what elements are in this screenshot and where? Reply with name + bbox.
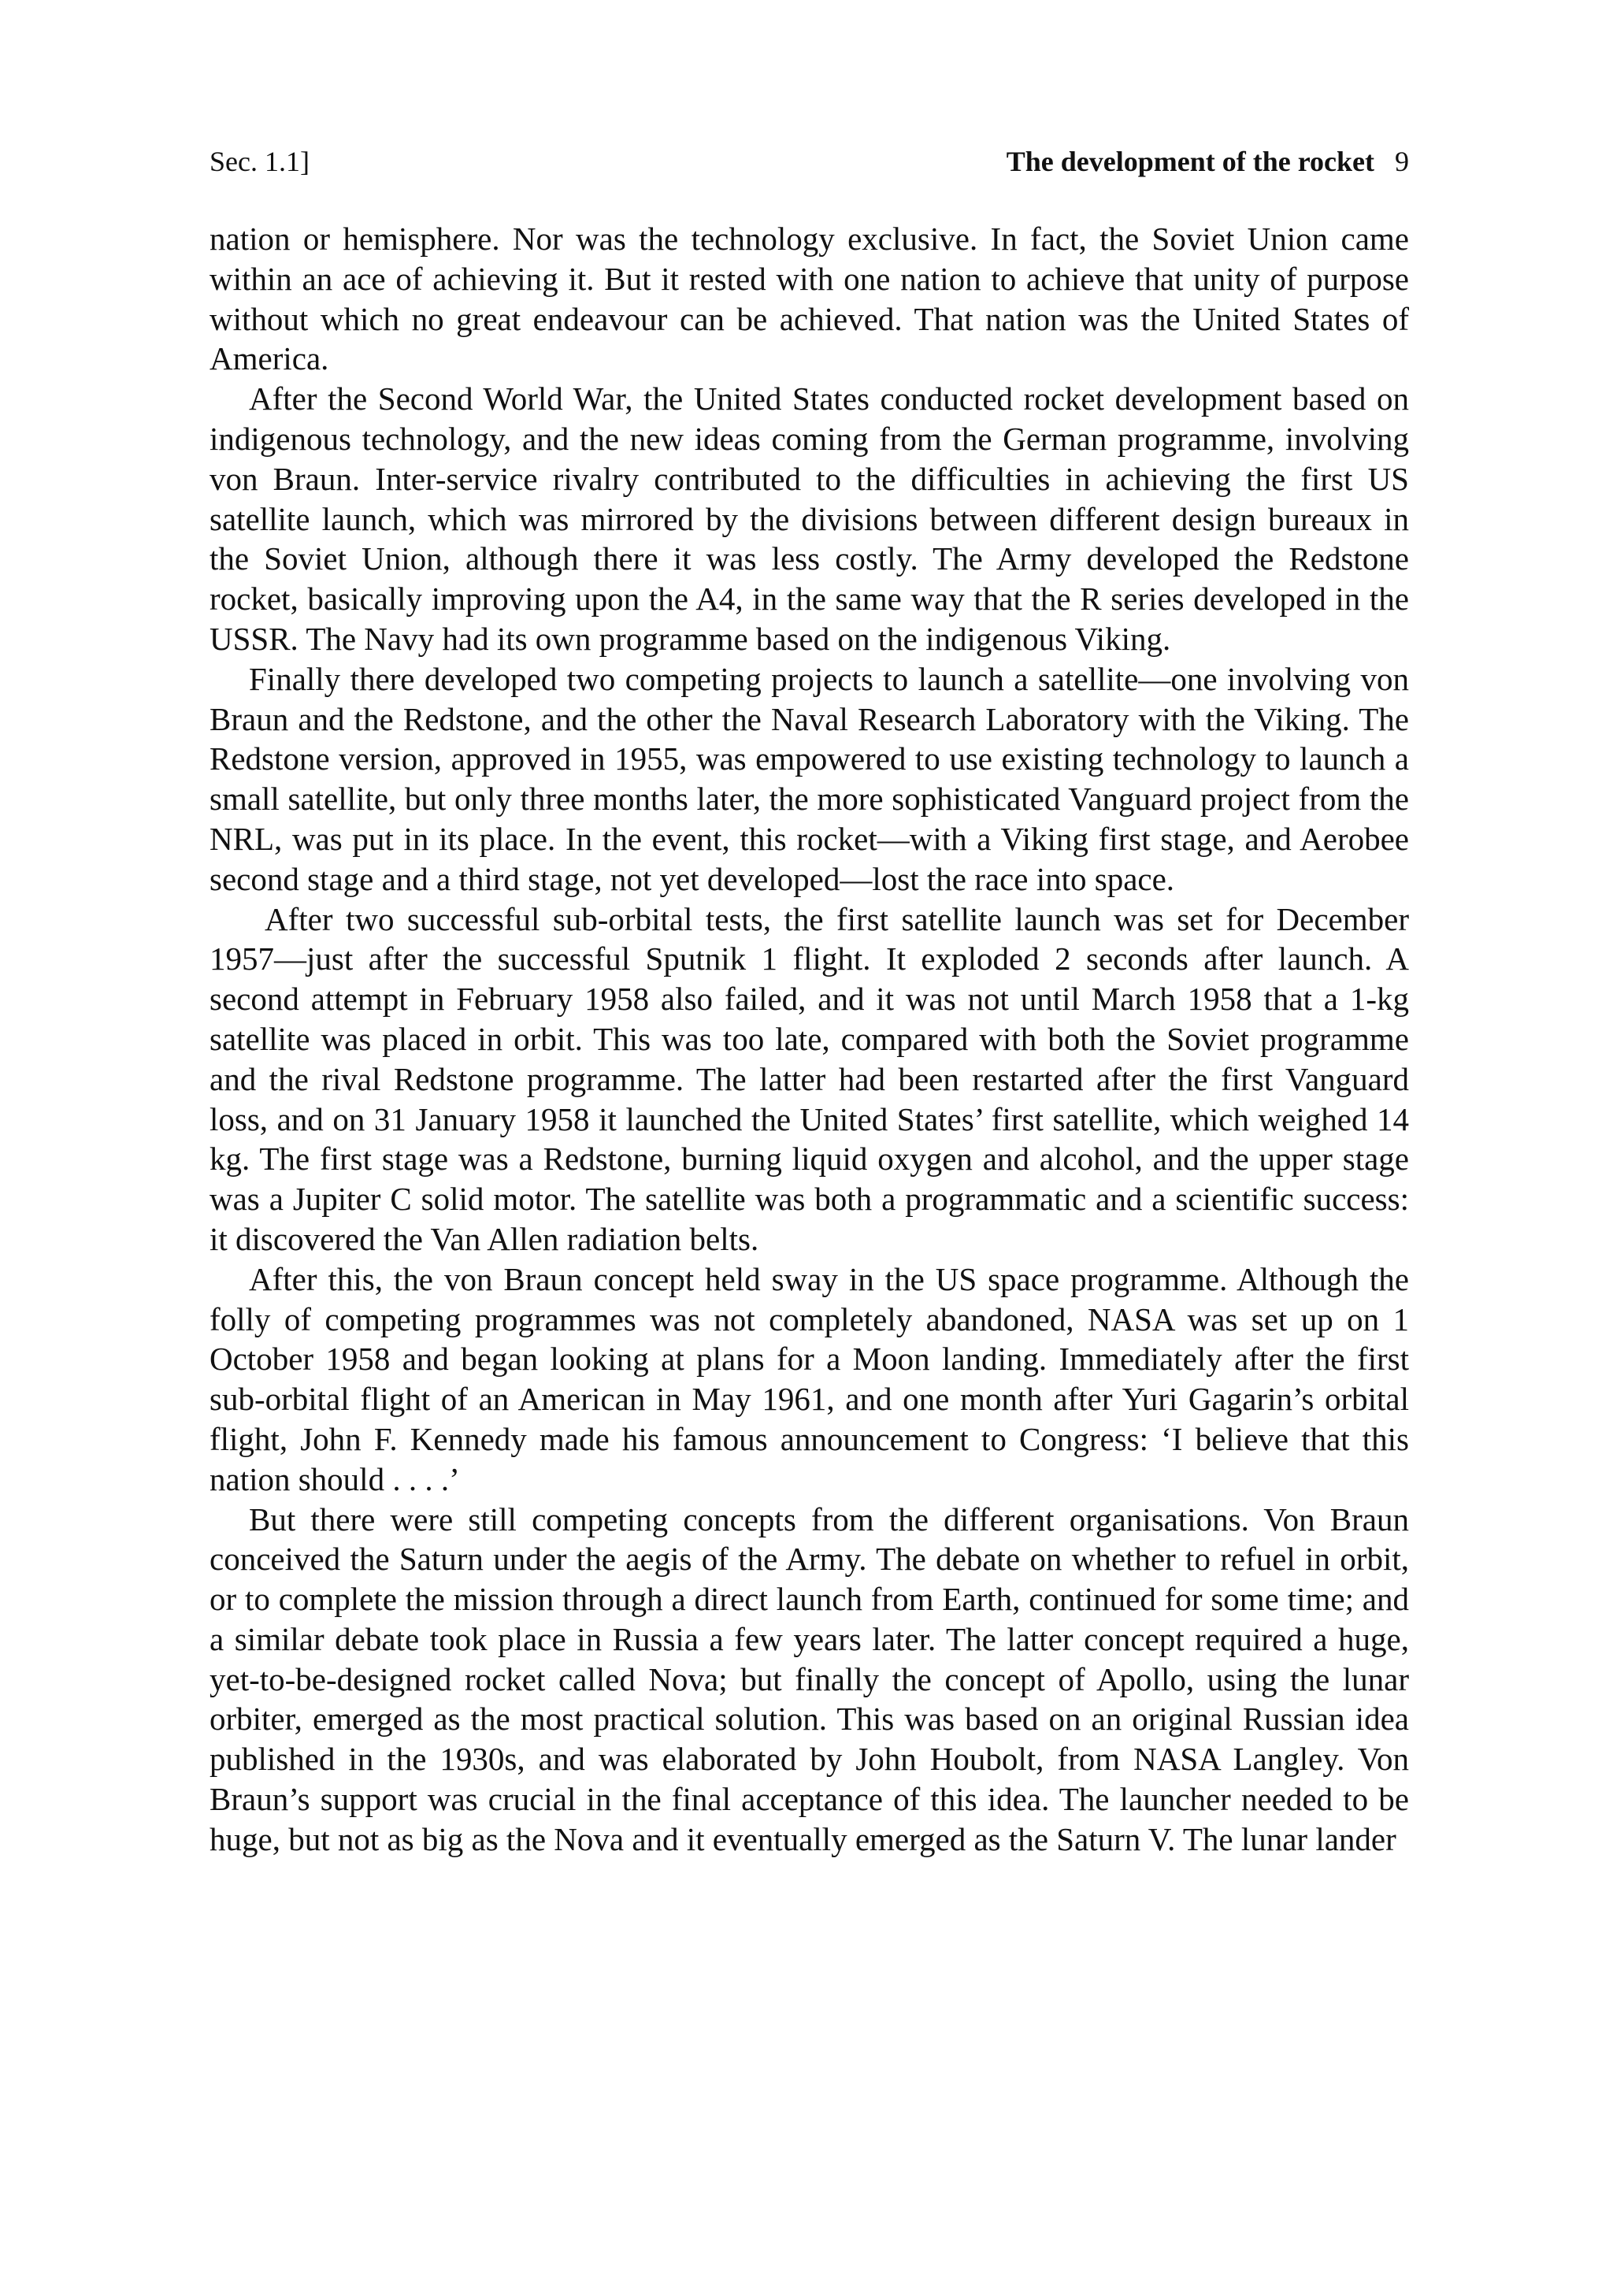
book-page (210, 0, 1409, 2296)
running-head-right (1007, 142, 1409, 181)
paragraph-1: nation or hemisphere. Nor was the technology exclusive. In fact, the Soviet Union came within an ace of achieving it. But it rested with one nation to achieve that unity of purpose without which no great endeavour can be achieved. That nation was the United States of America. (210, 221, 1409, 377)
paragraph-5: After this, the von Braun concept held sway in the US space programme. Although the folly of competing programmes was not completely abandoned, NASA was set up on 1 October 1958 and began looking at plans for a Moon landing. Immediately after the first sub-orbital flight of an American in May 1961, and one month after Yuri Gagarin’s orbital flight, John F. Kennedy made his famous announcement to Congress: ‘I believe that this nation should . . . .’ (210, 1260, 1409, 1497)
paragraph-6: But there were still competing concepts from the different organisations. Von Braun conceived the Saturn under the aegis of the Army. The debate on whether to refuel in orbit, or to complete the mission through a direct launch from Earth, continued for some time; and a similar debate took place in Russia a few years later. The latter concept required a huge, yet-to-be-designed rocket called Nova; but finally the concept of Apollo, using the lunar orbiter, emerged as the most practical solution. This was based on an original Russian idea published in the 1930s, and was elaborated by John Houbolt, from NASA Langley. Von Braun’s support was crucial in the final acceptance of this idea. The launcher needed to be huge, but not as big as the Nova and it eventually emerged as the Saturn V. The lunar lander (210, 1500, 1409, 1857)
page-number: 9 (1395, 146, 1409, 177)
body-text (210, 219, 1409, 1860)
paragraph-2: After the Second World War, the United States conducted rocket development based on indigenous technology, and the new ideas coming from the German programme, involving von Braun. Inter-service rivalry contributed to the difficulties in achieving the first US satellite launch, which was mirrored by the divisions between different design bureaux in the Soviet Union, although there it was less costly. The Army developed the Redstone rocket, basically improving upon the A4, in the same way that the R series developed in the USSR. The Navy had its own programme based on the indigenous Viking. (210, 380, 1409, 657)
paragraph-3: Finally there developed two competing projects to launch a satellite—one involving von Braun and the Redstone, and the other the Naval Research Laboratory with the Viking. The Redstone version, approved in 1955, was empowered to use existing technology to launch a small satellite, but only three months later, the more sophisticated Vanguard project from the NRL, was put in its place. In the event, this rocket—with a Viking first stage, and Aerobee second stage and a third stage, not yet developed—lost the race into space. (210, 660, 1409, 897)
section-reference: Sec. 1.1] (210, 146, 310, 177)
paragraph-4: After two successful sub-orbital tests, the first satellite launch was set for December 1957—just after the successful Sputnik 1 flight. It exploded 2 seconds after launch. A second attempt in February 1958 also failed, and it was not until March 1958 that a 1-kg satellite was placed in orbit. This was too late, compared with both the Soviet programme and the rival Redstone programme. The latter had been restarted after the first Vanguard loss, and on 31 January 1958 it launched the United States’ first satellite, which weighed 14 kg. The first stage was a Redstone, burning liquid oxygen and alcohol, and the upper stage was a Jupiter C solid motor. The satellite was both a programmatic and a scientific success: it discovered the Van Allen radiation belts. (210, 900, 1409, 1257)
chapter-title: The development of the rocket (1006, 146, 1374, 177)
running-head (210, 142, 1409, 181)
